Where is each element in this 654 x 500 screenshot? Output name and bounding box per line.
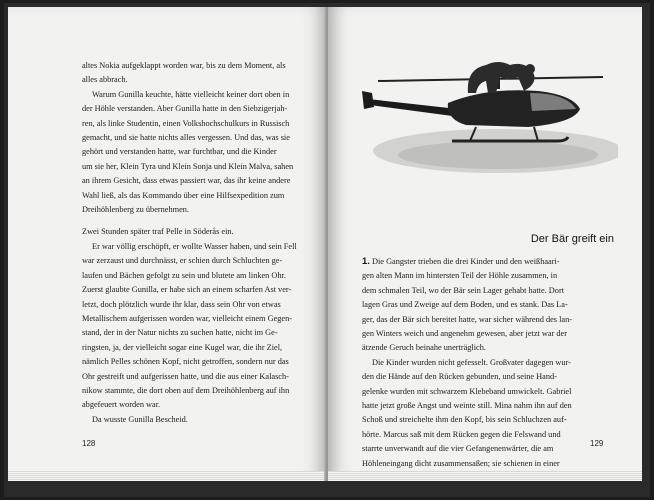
chapter-title: Der Bär greift ein (530, 233, 614, 245)
text-line (362, 255, 614, 269)
text-line: der Höhle verstanden. Aber Gunilla hatte in den Siebzigerjah- (82, 104, 288, 114)
text-line: ger, das der Bär sich bereitet hatte, war sicher während des lan- (362, 314, 572, 324)
paragraph (362, 356, 614, 471)
text-line: Schoß und streichelte ihm den Kopf, bis sein Schluchzen auf- (362, 415, 567, 425)
paragraph (362, 255, 614, 356)
text-line: Die Kinder wurden nicht gefesselt. Großvater dagegen wur- (372, 357, 571, 367)
page-number: 129 (590, 439, 604, 448)
text-line: an ihrem Gesicht, dass etwas passiert war, das ihr keine andere (82, 176, 291, 186)
page-edge (8, 471, 326, 481)
right-page-text (362, 255, 614, 471)
paragraph (82, 59, 322, 88)
text-line: Höhleneingang dicht zusammensaßen; sie schienen in einer (362, 458, 560, 468)
text-line: dem schmalen Teil, wo der Bär sein Lager gehabt hatte. Dort (362, 285, 565, 295)
text-line: laufen und Bächen gefolgt zu sein und blutete am linken Ohr. (82, 270, 286, 280)
text-line: gehört und verstanden hatte, war furchtbar, und die Kinder (82, 147, 277, 157)
text-line: abgefeuert worden war. (82, 400, 161, 410)
text-line: letzt, doch plötzlich wurde ihr klar, dass sein Ohr von etwas (82, 299, 281, 309)
text-line: hatte jetzt große Angst und weinte still. Mina nahm ihn auf den (362, 401, 572, 411)
text-line: Zuerst glaubte Gunilla, er habe sich an einem scharfen Ast ver- (82, 285, 292, 295)
text-line-part: Die Gangster trieben die drei Kinder und den weißhaari- (369, 257, 560, 266)
text-line: nämlich Pelles schönen Kopf, nicht getroffen, sondern nur das (82, 357, 289, 367)
paragraph (82, 413, 322, 427)
open-book (4, 3, 650, 497)
text-line: den die Hände auf den Rücken gebunden, und seine Hand- (362, 372, 557, 382)
text-line: hörte. Marcus saß mit dem Rücken gegen die Felswand und (362, 429, 561, 439)
left-page-text (82, 59, 322, 427)
text-line: Warum Gunilla keuchte, hätte vielleicht keiner dort oben in (92, 89, 290, 99)
text-line: Wahl ließ, als das Kommando über eine Hilfsexpedition zum (82, 190, 285, 200)
text-line: Er war völlig erschöpft, er wollte Wasser haben, und sein Fell (92, 241, 297, 251)
text-line: starrte unverwandt auf die vier Gefangenenwärter, die am (362, 444, 554, 454)
text-line: gen Winters weich und angenehm gewesen, aber jetzt war der (362, 329, 568, 339)
left-page (8, 7, 326, 481)
text-line: um sie her, Klein Tyra und Klein Sonja und Klein Malva, sahen (82, 161, 294, 171)
text-line: Da wusste Gunilla Bescheid. (92, 414, 188, 424)
text-line: nikow stammte, die dort oben auf dem Dreihöhlenberg auf ihn (82, 385, 290, 395)
text-line: Metallischem aufgerissen worden war, vielleicht einem Gegen- (82, 313, 293, 323)
text-line: altes Nokia aufgeklappt worden war, bis zu dem Moment, als (82, 61, 286, 70)
text-line: lagen Gras und Zweige auf dem Boden, und es stank. Das La- (362, 300, 568, 310)
text-line: gemacht, und sie hatte nichts alles vergessen. Und das, was sie (82, 133, 290, 143)
paragraph (82, 240, 322, 413)
text-line: Dreihöhlenberg zu übernehmen. (82, 205, 189, 215)
text-line: Ohr gestreift und aufgerissen hatte, und die aus einer Kalasch- (82, 371, 289, 381)
text-line: alles abbrach. (82, 75, 128, 85)
text-line: gelenke wurden mit schwarzem Klebeband umwickelt. Gabriel (362, 386, 572, 396)
text-line: gen alten Mann im hintersten Teil der Höhle zusammen, in (362, 271, 558, 281)
text-line: stand, der in der Natur nichts zu suchen hatte, nicht im Ge- (82, 328, 278, 338)
right-page (328, 7, 642, 481)
bear-on-helicopter-illustration (348, 47, 618, 197)
text-line: ringsten, ja, der vielleicht sogar eine Kugel war, die ihr Ziel, (82, 342, 283, 352)
paragraph (82, 88, 322, 218)
text-line: ätzende Geruch beinahe unerträglich. (362, 343, 486, 353)
paragraph (82, 225, 322, 239)
text-line: Zwei Stunden später traf Pelle in Söderås ein. (82, 227, 234, 237)
page-edge (328, 471, 642, 481)
page-number: 128 (82, 439, 96, 448)
chapter-number: 1. (362, 256, 370, 267)
text-line: war zerzaust und durchnässt, er schien durch Schluchten ge- (82, 256, 283, 266)
text-line: ren, als linke Studentin, einen Volkshochschulkurs in Russisch (82, 118, 290, 128)
